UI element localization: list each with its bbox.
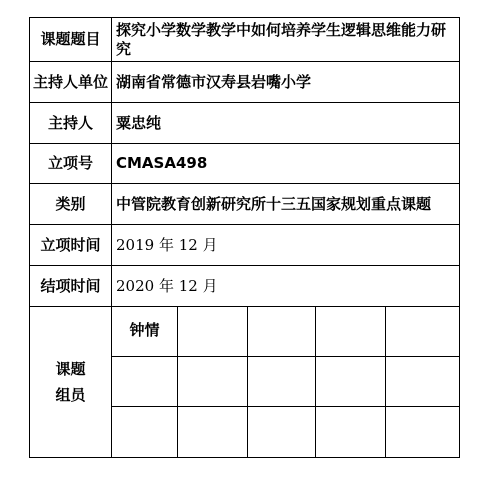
project-info-table bbox=[29, 17, 460, 458]
member-cell bbox=[178, 407, 248, 458]
topic-label: 课题题目 bbox=[30, 18, 112, 62]
member-cell bbox=[178, 307, 248, 357]
end-date-value: 2020 年 12 月 bbox=[112, 266, 460, 307]
member-cell bbox=[112, 357, 178, 407]
category-value: 中管院教育创新研究所十三五国家规划重点课题 bbox=[112, 184, 460, 225]
host-label: 主持人 bbox=[30, 103, 112, 144]
members-label bbox=[30, 307, 112, 458]
member-cell bbox=[316, 407, 386, 458]
project-number-label: 立项号 bbox=[30, 144, 112, 184]
host-unit-label: 主持人单位 bbox=[30, 62, 112, 103]
member-cell bbox=[112, 407, 178, 458]
row-host-unit bbox=[30, 62, 460, 103]
member-cell bbox=[386, 307, 460, 357]
topic-value: 探究小学数学教学中如何培养学生逻辑思维能力研究 bbox=[112, 18, 460, 62]
member-cell bbox=[248, 307, 316, 357]
row-start-date bbox=[30, 225, 460, 266]
project-number-value: CMASA498 bbox=[112, 144, 460, 184]
members-label-line1: 课题 bbox=[55, 360, 86, 378]
member-cell bbox=[248, 357, 316, 407]
start-date-value: 2019 年 12 月 bbox=[112, 225, 460, 266]
member-cell bbox=[316, 307, 386, 357]
members-row-1 bbox=[30, 307, 460, 357]
row-topic bbox=[30, 18, 460, 62]
category-label: 类别 bbox=[30, 184, 112, 225]
member-cell bbox=[248, 407, 316, 458]
members-label-line2: 组员 bbox=[55, 386, 86, 404]
row-project-number bbox=[30, 144, 460, 184]
host-value: 粟忠纯 bbox=[112, 103, 460, 144]
row-end-date bbox=[30, 266, 460, 307]
member-cell bbox=[386, 407, 460, 458]
row-host bbox=[30, 103, 460, 144]
member-cell bbox=[316, 357, 386, 407]
member-cell: 钟情 bbox=[112, 307, 178, 357]
start-date-label: 立项时间 bbox=[30, 225, 112, 266]
host-unit-value: 湖南省常德市汉寿县岩嘴小学 bbox=[112, 62, 460, 103]
member-cell bbox=[386, 357, 460, 407]
row-category bbox=[30, 184, 460, 225]
end-date-label: 结项时间 bbox=[30, 266, 112, 307]
member-cell bbox=[178, 357, 248, 407]
